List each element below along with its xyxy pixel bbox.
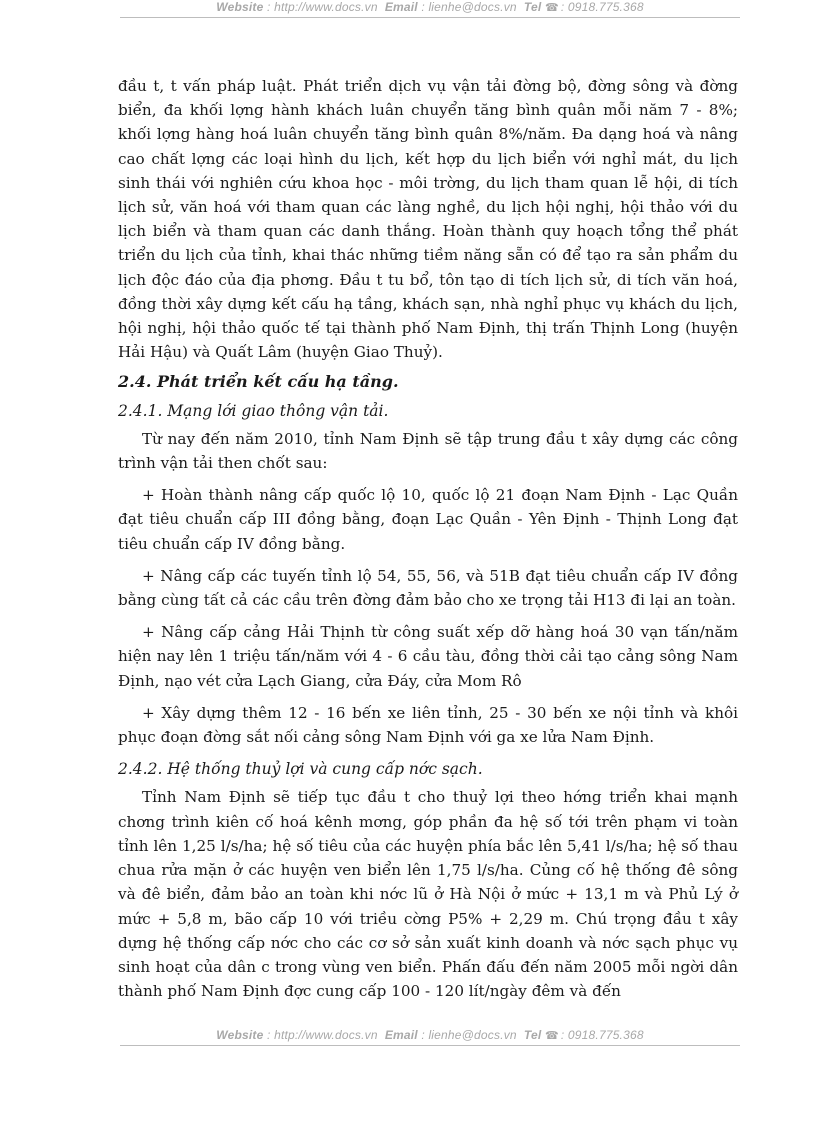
subsection-heading-2-4-1: 2.4.1. Mạng lới giao thông vận tải. (118, 401, 389, 420)
paragraph-transport-intro: Từ nay đến năm 2010, tỉnh Nam Định sẽ tập trung đầu t xây dựng các công trình vận tải then chốt sau: (118, 429, 738, 473)
paragraph-tourism: đầu t, t vấn pháp luật. Phát triển dịch vụ vận tải đờng bộ, đờng sông và đờng biển, đa khối lợng hành khách luân chuyển tăng bình quân mỗi năm 7 - 8%; khối lợng hàng hoá luân chuyển tăng bình quân 8%/năm. Đa dạng hoá và nâng cao chất lợng các loại hình du lịch, kết hợp du lịch biển với nghỉ mát, du lịch sinh thái với nghiên cứu khoa học - môi trờng, du lịch tham quan lễ hội, di tích lịch sử, văn hoá với tham quan các làng nghề, du lịch hội nghị, hội thảo với du lịch biển và tham quan các danh thắng. Hoàn thành quy hoạch tổng thể phát triển du lịch của tỉnh, khai thác những tiềm năng sẵn có để tạo ra sản phẩm du lịch độc đáo của địa phơng. Đầu t tu bổ, tôn tạo di tích lịch sử, di tích văn hoá, đồng thời xây dựng kết cấu hạ tầng, khách sạn, nhà nghỉ phục vụ khách du lịch, hội nghị, hội thảo quốc tế tại thành phố Nam Định, thị trấn Thịnh Long (huyện Hải Hậu) và Quất Lâm (huyện Giao Thuỷ). (118, 77, 738, 362)
footer-email-label: Email (384, 1028, 418, 1042)
paragraph-irrigation: Tỉnh Nam Định sẽ tiếp tục đầu t cho thuỷ lợi theo hớng triển khai mạnh chơng trình kiên cố hoá kênh mơng, góp phần đa hệ số tới trên phạm vi toàn tỉnh lên 1,25 l/s/ha; hệ số tiêu của các huyện phía bắc lên 5,41 l/s/ha; hệ số thau chua rửa mặn ở các huyện ven biển lên 1,75 l/s/ha. Củng cố hệ thống đê sông và đê biển, đảm bảo an toàn khi nớc lũ ở Hà Nội ở mức + 13,1 m và Phủ Lý ở mức + 5,8 m, bão cấp 10 với triều cờng P5% + 2,29 m. Chú trọng đầu t xây dựng hệ thống cấp nớc cho các cơ sở sản xuất kinh doanh và nớc sạch phục vụ sinh hoạt của dân c trong vùng ven biển. Phấn đấu đến năm 2005 mỗi ngời dân thành phố Nam Định đợc cung cấp 100 - 120 lít/ngày đêm và đến (118, 788, 738, 1001)
subsection-heading-2-4-2: 2.4.2. Hệ thống thuỷ lợi và cung cấp nớc sạch. (118, 760, 483, 779)
document-body (118, 74, 738, 1003)
footer-website-label: Website (216, 1028, 264, 1042)
bullet-provincial-roads: + Nâng cấp các tuyến tỉnh lộ 54, 55, 56, và 51B đạt tiêu chuẩn cấp IV đồng bằng cùng tất cả các cầu trên đờng đảm bảo cho xe trọng tải H13 đi lại an toàn. (118, 566, 738, 610)
header-tel-label: Tel (523, 0, 542, 14)
page-footer (120, 1028, 740, 1046)
footer-email-link[interactable]: : lienhe@docs.vn (421, 1028, 517, 1042)
phone-icon: ☎ (544, 1030, 559, 1042)
footer-tel-value: : 0918.775.368 (560, 1028, 644, 1042)
header-tel-value: : 0918.775.368 (560, 0, 644, 14)
header-email-link[interactable]: : lienhe@docs.vn (421, 0, 517, 14)
footer-tel-label: Tel (523, 1028, 542, 1042)
bullet-port-upgrade: + Nâng cấp cảng Hải Thịnh từ công suất xếp dỡ hàng hoá 30 vạn tấn/năm hiện nay lên 1 triệu tấn/năm với 4 - 6 cầu tàu, đồng thời cải tạo cảng sông Nam Định, nạo vét cửa Lạch Giang, cửa Đáy, cửa Mom Rô (118, 623, 738, 690)
section-heading-2-4: 2.4. Phát triển kết cấu hạ tầng. (118, 372, 399, 392)
header-website-link[interactable]: : http://www.docs.vn (267, 0, 378, 14)
footer-website-link[interactable]: : http://www.docs.vn (267, 1028, 378, 1042)
bullet-national-roads: + Hoàn thành nâng cấp quốc lộ 10, quốc lộ 21 đoạn Nam Định - Lạc Quần đạt tiêu chuẩn cấp III đồng bằng, đoạn Lạc Quần - Yên Định - Thịnh Long đạt tiêu chuẩn cấp IV đồng bằng. (118, 486, 738, 553)
header-website-label: Website (216, 0, 264, 14)
phone-icon: ☎ (544, 2, 559, 14)
header-email-label: Email (384, 0, 418, 14)
bullet-bus-stations: + Xây dựng thêm 12 - 16 bến xe liên tỉnh, 25 - 30 bến xe nội tỉnh và khôi phục đoạn đờng sắt nối cảng sông Nam Định với ga xe lửa Nam Định. (118, 703, 738, 747)
page-header (120, 0, 740, 18)
